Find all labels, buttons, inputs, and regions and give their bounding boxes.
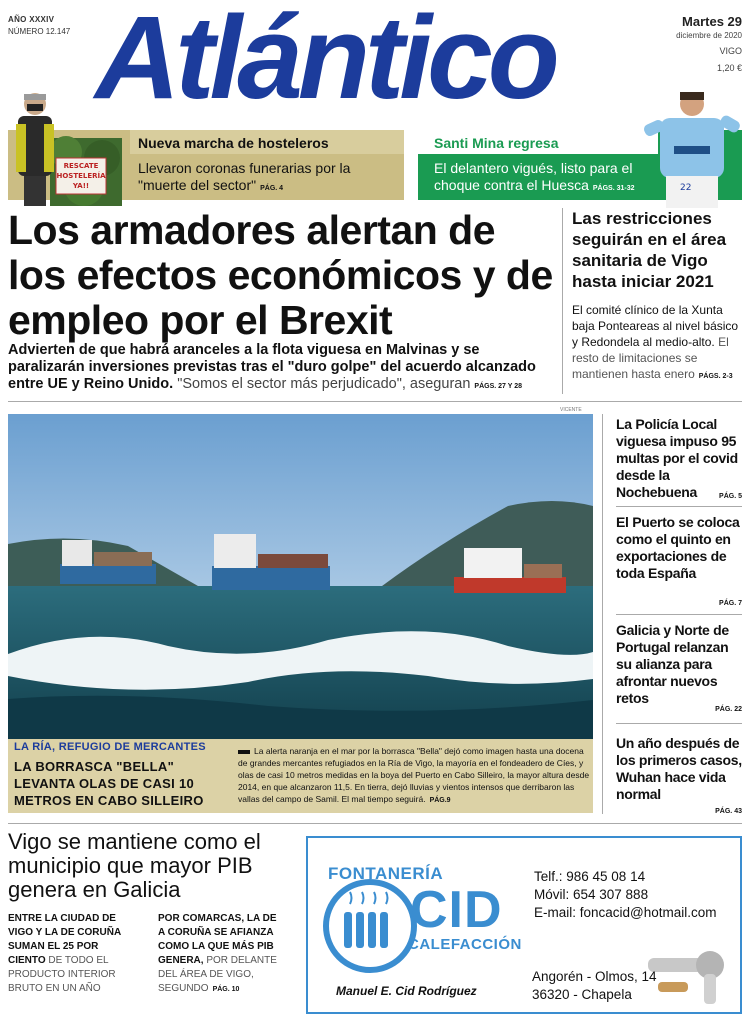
- ad-brand-sub: CALEFACCIÓN: [408, 936, 522, 953]
- main-page: PÁGS. 27 Y 28: [474, 383, 523, 390]
- side-story-puerto[interactable]: El Puerto se coloca como el quinto en exportaciones de toda España: [616, 514, 740, 581]
- ad-address-line1: Angorén - Olmos, 14: [532, 969, 657, 984]
- ad-brand-main: CID: [410, 881, 503, 939]
- ad-address: [532, 968, 657, 1004]
- photo-credit: VICENTE: [560, 407, 582, 413]
- ad-phone: Telf.: 986 45 08 14: [534, 869, 646, 884]
- football-player-photo: [640, 88, 746, 208]
- edition-info: [8, 14, 70, 38]
- teaser-page: PÁG. 4: [260, 185, 284, 192]
- side-story-wuhan[interactable]: Un año después de los primeros casos, Wuhan hace vida normal: [616, 735, 742, 802]
- fontaneria-cid-ad[interactable]: [306, 836, 742, 1014]
- bottom-column-1: ENTRE LA CIUDAD DE VIGO Y LA DE CORUÑA SUMAN EL 25 POR CIENTO DE TODO EL PRODUCTO INTERIOR BRUTO EN UN AÑO: [8, 913, 121, 994]
- protest-sign-line1: RESCATE: [63, 162, 99, 170]
- protest-sign-line2: HOSTELERÍA: [56, 172, 106, 180]
- ad-owner: Manuel E. Cid Rodríguez: [336, 984, 477, 998]
- column-divider: [562, 208, 563, 394]
- photo-kicker: LA RÍA, REFUGIO DE MERCANTES: [14, 741, 206, 753]
- date-block: [676, 14, 742, 74]
- protest-sign-line3: YA!!: [72, 182, 90, 190]
- ad-email: E-mail: foncacid@hotmail.com: [534, 905, 717, 920]
- story-divider: [616, 506, 742, 507]
- caption-bullet: [238, 750, 250, 754]
- right-headline[interactable]: Las restricciones seguirán en el área sanitaria de Vigo hasta iniciar 2021: [572, 209, 727, 291]
- ad-brand-top: FONTANERÍA: [328, 864, 444, 883]
- shirt-number: 22: [680, 183, 692, 193]
- side-story-galicia[interactable]: Galicia y Norte de Portugal relanzan su alianza para afrontar nuevos retos: [616, 622, 729, 706]
- edition-year: AÑO XXXIV: [8, 15, 55, 24]
- side-story-page: PÁG. 5: [719, 493, 742, 500]
- side-story-page: PÁG. 7: [719, 600, 742, 607]
- protester-photo: [10, 88, 125, 206]
- bottom-column-2: POR COMARCAS, LA DE A CORUÑA SE AFIANZA COMO LA QUE MÁS PIB GENERA, POR DELANTE DEL ÁREA DE VIGO, SEGUNDO PÁG. 10: [158, 913, 277, 994]
- section-divider: [8, 401, 742, 402]
- story-divider: [616, 614, 742, 615]
- ad-mobile: Móvil: 654 307 888: [534, 887, 649, 902]
- side-story-page: PÁG. 22: [715, 706, 742, 713]
- photo-headline[interactable]: LA BORRASCA "BELLA" LEVANTA OLAS DE CASI 10 METROS EN CABO SILLEIRO: [14, 759, 204, 808]
- issue-day: Martes 29: [682, 14, 742, 29]
- section-divider: [8, 823, 742, 824]
- bottom-headline[interactable]: Vigo se mantiene como el municipio que mayor PIB genera en Galicia: [8, 829, 261, 902]
- story-divider: [616, 723, 742, 724]
- right-body: El comité clínico de la Xunta baja Ponteareas al nivel básico y Redondela al medio-alto. El resto de limitaciones se mantienen hasta enero PÁGS. 2-3: [572, 303, 739, 381]
- teaser-body: El delantero vigués, listo para el choque contra el Huesca PÁGS. 31-32: [434, 160, 635, 193]
- caption-page: PÁG.9: [429, 797, 451, 804]
- teaser-body: Llevaron coronas funerarias por la "muerte del sector" PÁG. 4: [138, 160, 351, 193]
- teaser-page: PÁGS. 31-32: [592, 185, 635, 192]
- ad-contact: [534, 868, 717, 922]
- main-deck: Advierten de que habrá aranceles a la flota viguesa en Malvinas y se paralizarán inversiones previstas tras el "duro golpe" del acuerdo alcanzado entre UE y Reino Unido. "Somos el sector más perjudicado", aseguran PÁGS. 27 Y 28: [8, 342, 536, 392]
- side-story-policia[interactable]: La Policía Local viguesa impuso 95 multas por el covid desde la Nochebuena: [616, 416, 738, 500]
- right-page: PÁGS. 2-3: [698, 373, 733, 380]
- column-divider: [602, 414, 603, 814]
- ad-address-line2: 36320 - Chapela: [532, 987, 632, 1002]
- issue-date: diciembre de 2020: [676, 31, 742, 40]
- issue-price: 1,20 €: [716, 63, 742, 73]
- main-headline[interactable]: Los armadores alertan de los efectos económicos y de empleo por el Brexit: [8, 207, 553, 343]
- teaser-title: Santi Mina regresa: [434, 135, 559, 151]
- bottom-page: PÁG. 10: [212, 986, 240, 993]
- storm-photo[interactable]: [8, 414, 593, 739]
- teaser-title: Nueva marcha de hosteleros: [138, 135, 329, 151]
- radiator-logo-icon: [322, 878, 418, 974]
- photo-caption: La alerta naranja en el mar por la borrasca "Bella" dejó como imagen hasta una docena de grandes mercantes refugiados en la Ría de Vigo, la mayoría en el fondeadero de Cíes, y olas de casi 10 metros medidas en la boya del Puerto en Cabo Silleiro, la mayor altura desde 2014, en que alcanzaron 11,5. En tierra, dejó lluvias y vientos intensos que derribaron las vallas del campo de Samil. El mal tiempo seguirá. PÁG.9: [238, 746, 590, 804]
- side-story-page: PÁG. 43: [715, 808, 742, 815]
- newspaper-logo[interactable]: Atlántico: [95, 0, 555, 124]
- edition-number: NÚMERO 12.147: [8, 27, 71, 36]
- issue-city: VIGO: [719, 46, 742, 56]
